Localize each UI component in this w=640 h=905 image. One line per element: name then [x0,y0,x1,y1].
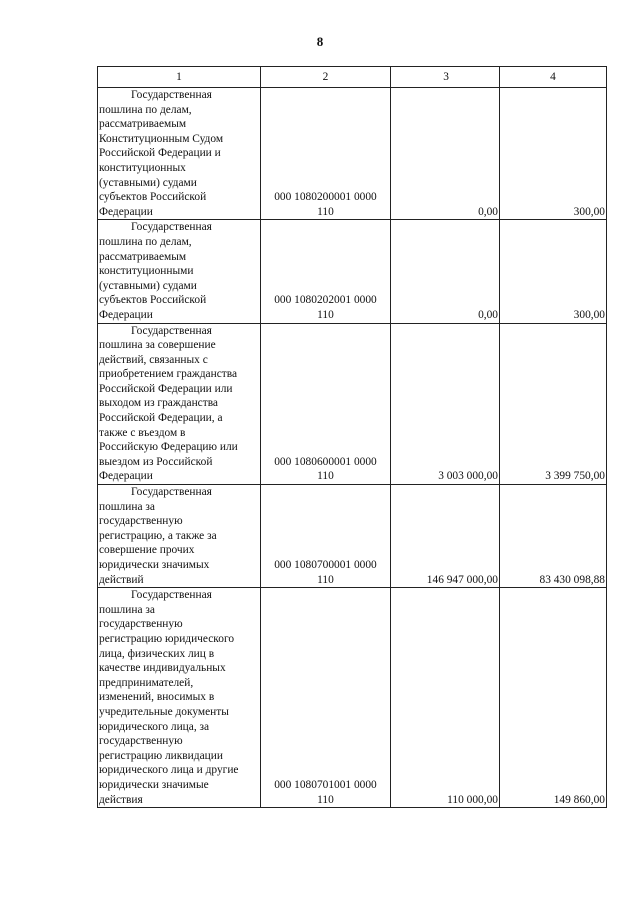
revenue-name-line: совершение прочих [99,544,195,557]
budget-code-cell [261,588,391,808]
revenue-name-line: приобретением гражданства [99,368,238,381]
amount-col4-cell: 300,00 [500,88,607,220]
revenue-name-line: учредительные документы [99,705,229,718]
revenue-name-line: Государственная [131,486,212,499]
revenue-name-line: субъектов Российской [99,294,207,307]
revenue-name-line: Российскую Федерацию или [99,441,238,454]
revenue-name-line: Российской Федерации или [99,382,233,395]
budget-code-line: 000 1080200001 0000 [274,191,377,204]
revenue-name-line: (уставными) судами [99,176,197,189]
budget-code-cell [261,220,391,323]
revenue-name-line: Государственная [131,221,212,234]
revenue-name-line: лица, физических лиц в [99,647,215,660]
column-header: 3 [391,67,500,88]
page-number: 8 [316,34,324,49]
revenue-name-line: субъектов Российской [99,191,207,204]
revenue-name-cell [98,88,261,220]
amount-col3-cell: 0,00 [391,220,500,323]
revenue-name-line: (уставными) судами [99,279,197,292]
revenue-name-line: Федерации [99,308,153,321]
column-header: 4 [500,67,607,88]
amount-col3-cell: 110 000,00 [391,588,500,808]
revenue-name-line: изменений, вносимых в [99,691,215,704]
revenue-name-line: юридически значимых [99,559,210,571]
revenue-name-line: пошлина по делам, [99,235,192,248]
revenue-name-line: Государственная [131,89,212,101]
budget-code-line: 110 [317,793,334,806]
revenue-name-line: регистрацию, а также за [99,529,217,542]
amount-col3-cell: 146 947 000,00 [391,485,500,588]
revenue-name-line: Российской Федерации и [99,147,221,160]
budget-code-line: 000 1080202001 0000 [274,294,377,307]
budget-code-line: 000 1080701001 0000 [274,778,377,791]
budget-code-line: 110 [317,205,334,218]
column-header: 1 [98,67,261,88]
budget-code-line: 110 [317,573,334,586]
amount-col4-cell: 149 860,00 [500,588,607,808]
budget-code-line: 110 [317,308,334,321]
revenue-name-line: государственную [99,618,183,631]
revenue-name-line: государственную [99,515,183,528]
budget-table [97,66,607,808]
revenue-name-line: рассматриваемым [99,118,187,131]
revenue-name-cell [98,588,261,808]
revenue-name-line: юридического лица и другие [99,764,239,777]
amount-col4-cell: 3 399 750,00 [500,323,607,485]
budget-code-line: 000 1080700001 0000 [274,559,377,571]
revenue-name-line: предпринимателей, [99,676,194,689]
revenue-name-line: пошлина за совершение [99,339,216,352]
revenue-name-line: конституционными [99,265,194,278]
revenue-name-line: юридического лица, за [99,720,210,733]
revenue-name-line: пошлина за [99,500,155,513]
revenue-name-cell [98,220,261,323]
revenue-name-line: действия [99,793,143,806]
revenue-name-line: также с въездом в [99,426,186,439]
table-row [98,220,607,323]
amount-col4-cell: 300,00 [500,220,607,323]
revenue-name-line: пошлина по делам, [99,103,192,116]
revenue-name-line: Федерации [99,470,153,483]
revenue-name-line: действий, связанных с [99,353,208,366]
table-row [98,588,607,808]
revenue-name-line: качестве индивидуальных [99,662,226,675]
table-row [98,88,607,220]
budget-code-cell [261,88,391,220]
revenue-name-cell [98,485,261,588]
revenue-name-line: регистрацию ликвидации [99,749,223,762]
amount-col4-cell: 83 430 098,88 [500,485,607,588]
table-row [98,323,607,485]
amount-col3-cell: 0,00 [391,88,500,220]
revenue-name-line: выходом из гражданства [99,397,218,410]
budget-code-cell [261,485,391,588]
revenue-name-line: Государственная [131,589,212,602]
table-header-row [98,67,607,88]
revenue-name-line: Государственная [131,324,212,337]
revenue-name-line: выездом из Российской [99,455,213,468]
budget-code-line: 000 1080600001 0000 [274,455,377,468]
revenue-name-line: Конституционным Судом [99,132,224,145]
revenue-name-line: Российской Федерации, а [99,412,223,425]
budget-code-cell [261,323,391,485]
revenue-name-line: регистрацию юридического [99,632,235,645]
amount-col3-cell: 3 003 000,00 [391,323,500,485]
revenue-name-line: Федерации [99,205,153,218]
revenue-name-line: конституционных [99,161,186,174]
revenue-name-line: пошлина за [99,603,155,616]
budget-code-line: 110 [317,470,334,483]
column-header: 2 [261,67,391,88]
revenue-name-cell [98,323,261,485]
table-row [98,485,607,588]
revenue-name-line: рассматриваемым [99,250,187,263]
revenue-name-line: действий [99,573,144,586]
revenue-name-line: государственную [99,735,183,748]
revenue-name-line: юридически значимые [99,778,209,791]
